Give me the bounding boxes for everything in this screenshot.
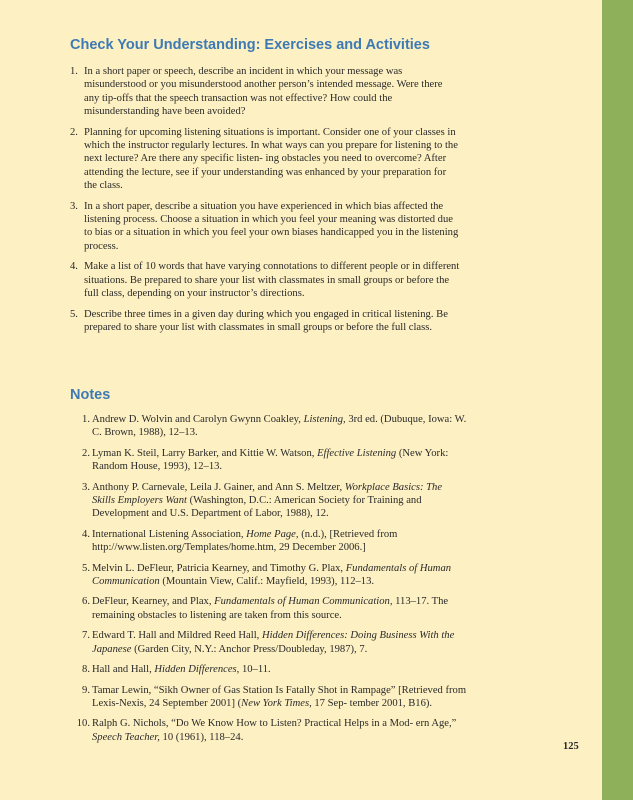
notes-heading: Notes [70, 387, 111, 403]
citation-title: Fundamentals of Human Communication [92, 562, 452, 588]
note-item: 7. Edward T. Hall and Mildred Reed Hall, Hidden Differences: Doing Business With the Japanese (Garden City, N.Y.: Anchor Press/Doubleday, 1987), 7. [82, 630, 455, 655]
exercise-text: In a short paper, describe a situation you have experienced in which bias affected the listening process. Choose a situation in which you feel your meaning was distorted due to bias or a situation in which you feel your own biases handicapped you in the listening process. [84, 200, 459, 252]
list-item: 2. Planning for upcoming listening situations is important. Consider one of your classes in which the instructor regularly lectures. In what ways can you prepare for listening to the next lecture? Are there any specific listen- ing obstacles you need to overcome? After attending the lecture, see if your understanding was enhanced by your preparation for the class. [70, 126, 460, 193]
note-item: 2. Lyman K. Steil, Larry Barker, and Kittie W. Watson, Effective Listening (New York: Random House, 1993), 12–13. [82, 447, 449, 473]
exercises-list [70, 65, 460, 341]
notes-list [72, 413, 467, 751]
citation-title: Home Page, [246, 528, 299, 540]
note-item: 9. Tamar Lewin, “Sikh Owner of Gas Station Is Fatally Shot in Rampage” [Retrieved from Lexis-Nexis, 24 September 2001] (New York Times, 17 Sep- tember 2001, B16). [82, 684, 467, 709]
citation-title: Fundamentals of Human Communication, [214, 596, 393, 608]
exercise-text: Planning for upcoming listening situations is important. Consider one of your classes in which the instructor regularly lectures. In what ways can you prepare for listening to the next lecture? Are there any specific listen- ing obstacles you need to overcome? After attending the lecture, see if your understanding was enhanced by your preparation for the class. [84, 126, 458, 192]
note-item: 10. Ralph G. Nichols, “Do We Know How to Listen? Practical Helps in a Mod- ern Age,” Speech Teacher, 10 (1961), 118–24. [76, 718, 457, 743]
page-number: 125 [563, 741, 579, 752]
note-item: 3. Anthony P. Carnevale, Leila J. Gainer, and Ann S. Meltzer, Workplace Basics: The Skills Employers Want (Washington, D.C.: American Society for Training and Development and U.S. Department of Labor, 1988), 12. [82, 481, 443, 520]
note-item: 4. International Listening Association, Home Page, (n.d.), [Retrieved from http://www.listen.org/Templates/home.htm, 29 December 2006.] [82, 528, 398, 554]
exercise-text: Make a list of 10 words that have varying connotations to different people or in different situations. Be prepared to share your list with classmates in small groups or before the full class, depending on your instructor’s directions. [84, 261, 460, 300]
exercise-text: Describe three times in a given day during which you engaged in critical listening. Be prepared to share your list with classmates in small groups or before the full class. [84, 308, 448, 333]
note-item: 1. Andrew D. Wolvin and Carolyn Gwynn Coakley, Listening, 3rd ed. (Dubuque, Iowa: W. C. Brown, 1988), 12–13. [82, 414, 467, 439]
exercise-text: In a short paper or speech, describe an incident in which your message was misunderstood or you misunderstood another person’s intended message. Were there any tip-offs that the speech transaction was not effective? How could the misunderstanding have been avoided? [84, 66, 443, 118]
list-item: 5. Describe three times in a given day during which you engaged in critical listening. Be prepared to share your list with classmates in small groups or before the full class. [70, 308, 460, 335]
list-item: 1. In a short paper or speech, describe an incident in which your message was misunderstood or you misunderstood another person’s intended message. Were there any tip-offs that the speech transaction was not effective? How could the misunderstanding have been avoided? [70, 65, 460, 119]
citation-title: Workplace Basics: The Skills Employers Want [92, 481, 443, 507]
note-item: 6. DeFleur, Kearney, and Plax, Fundamentals of Human Communication, 113–17. The remaining obstacles to listening are taken from this source. [82, 596, 449, 621]
citation-title: New York Times, [241, 697, 312, 709]
citation-title: Hidden Differences, [154, 664, 240, 676]
list-item: 4. Make a list of 10 words that have varying connotations to different people or in different situations. Be prepared to share your list with classmates in small groups or before the full class, depending on your instructor’s directions. [70, 261, 460, 300]
citation-title: Hidden Differences: Doing Business With the Japanese [92, 630, 455, 655]
exercises-heading: Check Your Understanding: Exercises and Activities [70, 37, 430, 53]
citation-title: Listening, [303, 414, 346, 425]
citation-title: Speech Teacher, [92, 731, 160, 743]
note-item: 8. Hall and Hall, Hidden Differences, 10–11. [82, 664, 271, 676]
side-color-bar [602, 0, 633, 800]
citation-title: Effective Listening [317, 447, 397, 459]
note-item: 5. Melvin L. DeFleur, Patricia Kearney, and Timothy G. Plax, Fundamentals of Human Communication (Mountain View, Calif.: Mayfield, 1993), 112–13. [82, 562, 452, 588]
list-item: 3. In a short paper, describe a situation you have experienced in which bias affected the listening process. Choose a situation in which you feel your meaning was distorted due to bias or a situation in which you feel your own biases handicapped you in the listening process. [70, 200, 459, 252]
